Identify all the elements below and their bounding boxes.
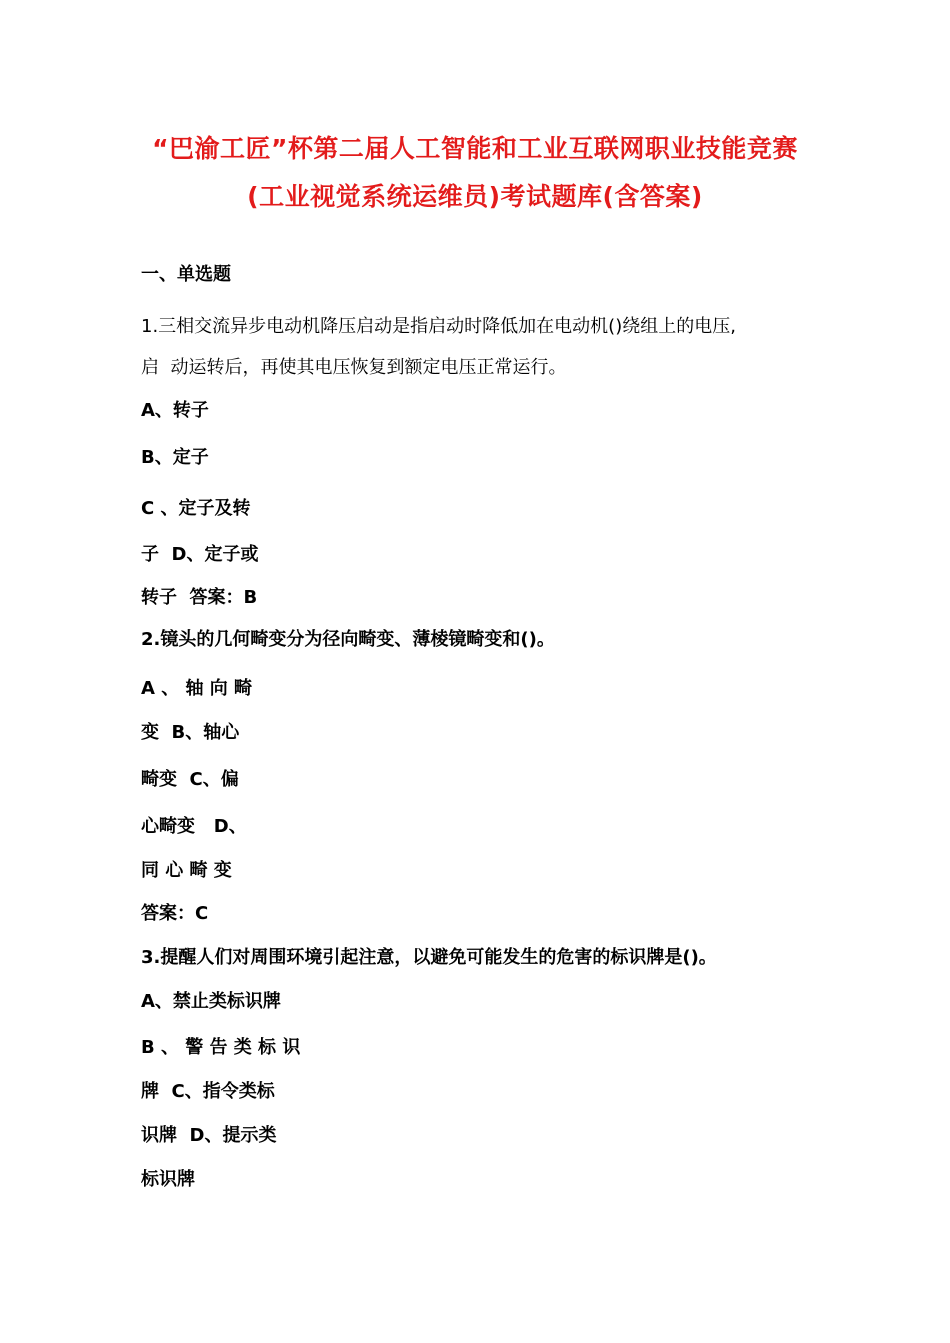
question-3-option-c: 牌 C、指令类标 xyxy=(141,1081,275,1102)
question-1-option-b: B、定子 xyxy=(141,447,209,468)
question-2-option-b: 变 B、轴心 xyxy=(141,722,240,743)
question-3-option-a: A、禁止类标识牌 xyxy=(141,991,281,1012)
question-1-answer: 转子 答案：B xyxy=(141,587,258,608)
question-3-option-d: 识牌 D、提示类 xyxy=(141,1125,277,1146)
document-title-line-1: “巴渝工匠”杯第二届人工智能和工业互联网职业技能竞赛 xyxy=(152,134,798,163)
document-title-line-2: (工业视觉系统运维员)考试题库(含答案) xyxy=(247,182,703,211)
question-2-option-c: 畸变 C、偏 xyxy=(141,769,239,790)
question-2-option-a: A 、 轴 向 畸 xyxy=(141,678,252,699)
question-3-text: 3.提醒人们对周围环境引起注意，以避免可能发生的危害的标识牌是()。 xyxy=(141,947,717,968)
question-2-option-d: 心畸变 D、 xyxy=(141,816,247,837)
question-2-text: 2.镜头的几何畸变分为径向畸变、薄棱镜畸变和()。 xyxy=(141,629,555,650)
question-1-option-c: C 、定子及转 xyxy=(141,498,251,519)
question-2-answer: 答案：C xyxy=(141,903,209,924)
question-1-option-a: A、转子 xyxy=(141,400,209,421)
question-2-option-d-continued: 同 心 畸 变 xyxy=(141,860,232,881)
question-1-option-d: 子 D、定子或 xyxy=(141,544,259,565)
question-3-option-b: B 、 警 告 类 标 识 xyxy=(141,1037,301,1058)
question-3-option-d-continued: 标识牌 xyxy=(141,1169,195,1190)
question-1-text-line-2: 启 动运转后，再使其电压恢复到额定电压正常运行。 xyxy=(141,357,567,378)
question-1-text-line-1: 1.三相交流异步电动机降压启动是指启动时降低加在电动机()绕组上的电压, xyxy=(141,316,736,337)
section-heading: 一、单选题 xyxy=(141,264,231,285)
